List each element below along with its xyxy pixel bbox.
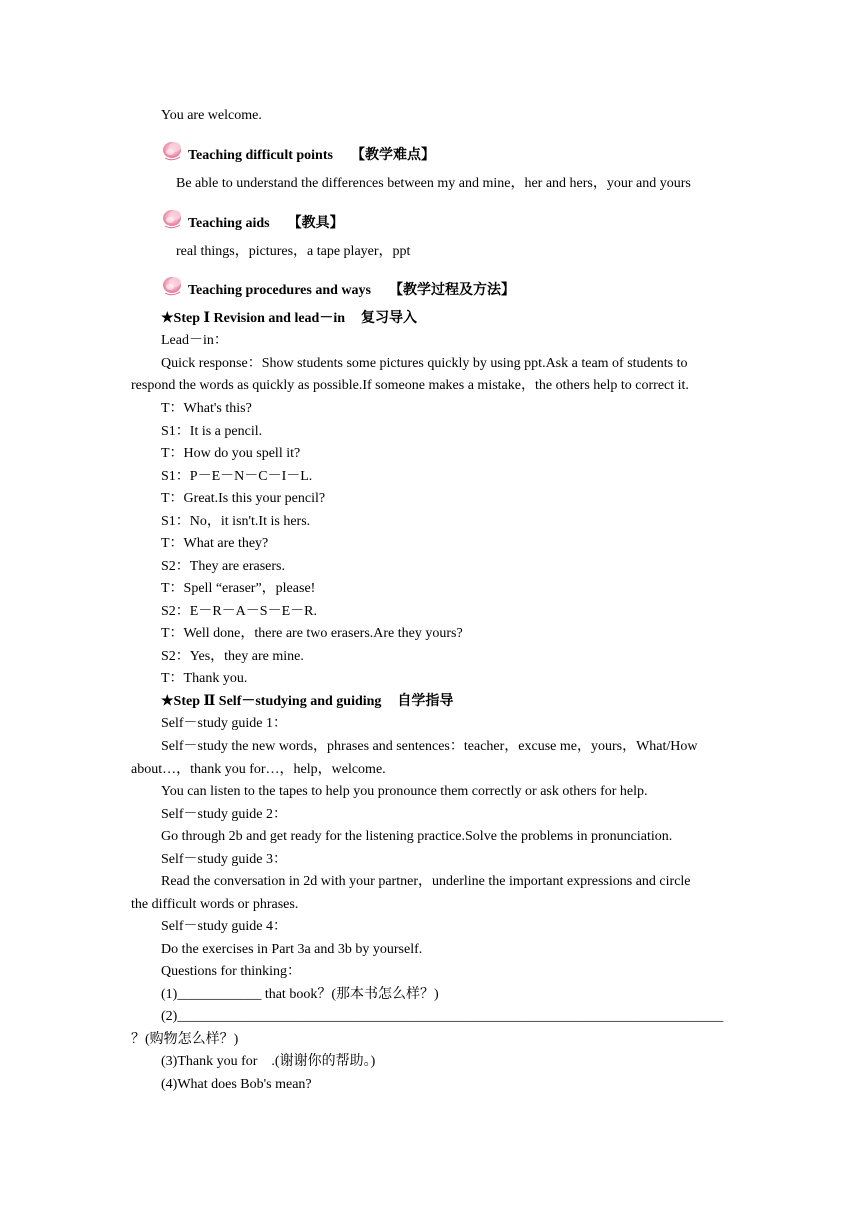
welcome-line: You are welcome. [161, 108, 262, 123]
section-title: Teaching aids [188, 216, 270, 231]
step2-title [161, 693, 453, 711]
question-4: (4)What does Bob's mean? [161, 1077, 312, 1092]
guide2-text: Go through 2b and get ready for the listening practice.Solve the problems in pronunciation. [161, 829, 673, 844]
question-3: (3)Thank you for .(谢谢你的帮助。) [161, 1054, 376, 1069]
dialogue-line: S2：Yes，they are mine. [161, 649, 304, 664]
teaching-aids-body: real things，pictures，a tape player，ppt [176, 244, 411, 259]
dialogue-line: T：Thank you. [161, 671, 248, 686]
guide4-label: Self－study guide 4： [161, 919, 287, 934]
guide1-label: Self－study guide 1： [161, 716, 287, 731]
step1-title-cn: 复习导入 [361, 311, 418, 326]
dialogue-line: T：How do you spell it? [161, 446, 301, 461]
guide3-label: Self－study guide 3： [161, 852, 287, 867]
section-heading-procedures [162, 273, 562, 299]
dialogue-line: T：Spell “eraser”，please! [161, 581, 316, 596]
section-title: Teaching procedures and ways [188, 283, 371, 298]
step2-title-cn: 自学指导 [397, 694, 454, 709]
step1-title [161, 310, 417, 328]
leadin-label: Lead－in： [161, 333, 228, 348]
section-title-cn: 【教学过程及方法】 [388, 283, 515, 298]
guide3-text-line1: Read the conversation in 2d with your partner，underline the important expressions and circle [161, 874, 691, 889]
flower-icon [162, 206, 190, 232]
question-2-continued: ？(购物怎么样？) [131, 1032, 239, 1047]
step2-title-text: ★Step Ⅱ Self－studying and guiding [161, 694, 382, 709]
dialogue-line: S2：E－R－A－S－E－R. [161, 604, 317, 619]
flower-icon [162, 273, 190, 299]
flower-icon [162, 138, 190, 164]
dialogue-line: T：Great.Is this your pencil? [161, 491, 326, 506]
guide1-text-line2: about…，thank you for…，help，welcome. [131, 762, 386, 777]
dialogue-line: S2：They are erasers. [161, 559, 286, 574]
section-title-cn: 【教具】 [287, 216, 344, 231]
quick-response-line2: respond the words as quickly as possible.If someone makes a mistake，the others help to correct it. [131, 378, 689, 393]
dialogue-line: T：What's this? [161, 401, 252, 416]
dialogue-line: T：Well done，there are two erasers.Are they yours? [161, 626, 463, 641]
guide3-text-line2: the difficult words or phrases. [131, 897, 299, 912]
section-title: Teaching difficult points [188, 148, 333, 163]
questions-label: Questions for thinking： [161, 964, 301, 979]
question-2: (2)______________________________________________________________________________ [161, 1009, 724, 1024]
guide2-label: Self－study guide 2： [161, 807, 287, 822]
guide4-text: Do the exercises in Part 3a and 3b by yourself. [161, 942, 423, 957]
step1-title-text: ★Step Ⅰ Revision and lead－in [161, 311, 346, 326]
difficult-points-body: Be able to understand the differences between my and mine，her and hers，your and yours [176, 176, 691, 191]
dialogue-line: S1：It is a pencil. [161, 424, 263, 439]
question-1: (1)____________ that book？(那本书怎么样？) [161, 987, 439, 1002]
section-heading-teaching-aids [162, 206, 382, 232]
section-title-cn: 【教学难点】 [350, 148, 435, 163]
dialogue-line: S1：No，it isn't.It is hers. [161, 514, 311, 529]
quick-response-line1: Quick response：Show students some pictures quickly by using ppt.Ask a team of students to [161, 356, 688, 371]
section-heading-difficult-points [162, 138, 482, 164]
guide1-text-line1: Self－study the new words，phrases and sentences：teacher，excuse me，yours，What/How [161, 739, 698, 754]
dialogue-line: S1：P－E－N－C－I－L. [161, 469, 313, 484]
guide1-text-line3: You can listen to the tapes to help you pronounce them correctly or ask others for help. [161, 784, 648, 799]
dialogue-line: T：What are they? [161, 536, 269, 551]
